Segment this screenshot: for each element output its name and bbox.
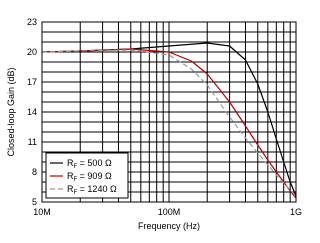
y-tick-label: 20 [26, 47, 37, 57]
legend-label: $R_F = 909$ Ω [67, 171, 112, 183]
legend-label: $R_F = 1240$ Ω [67, 184, 117, 196]
y-tick-label: 17 [26, 77, 37, 87]
legend-label: $R_F = 500$ Ω [67, 158, 112, 170]
y-axis-title: Closed-loop Gain (dB) [6, 67, 16, 157]
legend [46, 153, 128, 198]
x-tick-label: 10M [33, 207, 51, 217]
x-axis-title: Frequency (Hz) [137, 221, 201, 231]
y-tick-label: 8 [31, 167, 37, 177]
y-tick-label: 14 [26, 107, 37, 117]
x-tick-label: 100M [157, 207, 181, 217]
y-tick-label: 23 [26, 17, 37, 27]
y-tick-label: 11 [27, 137, 37, 147]
y-tick-label: 5 [31, 197, 37, 207]
x-tick-label: 1G [289, 207, 303, 217]
